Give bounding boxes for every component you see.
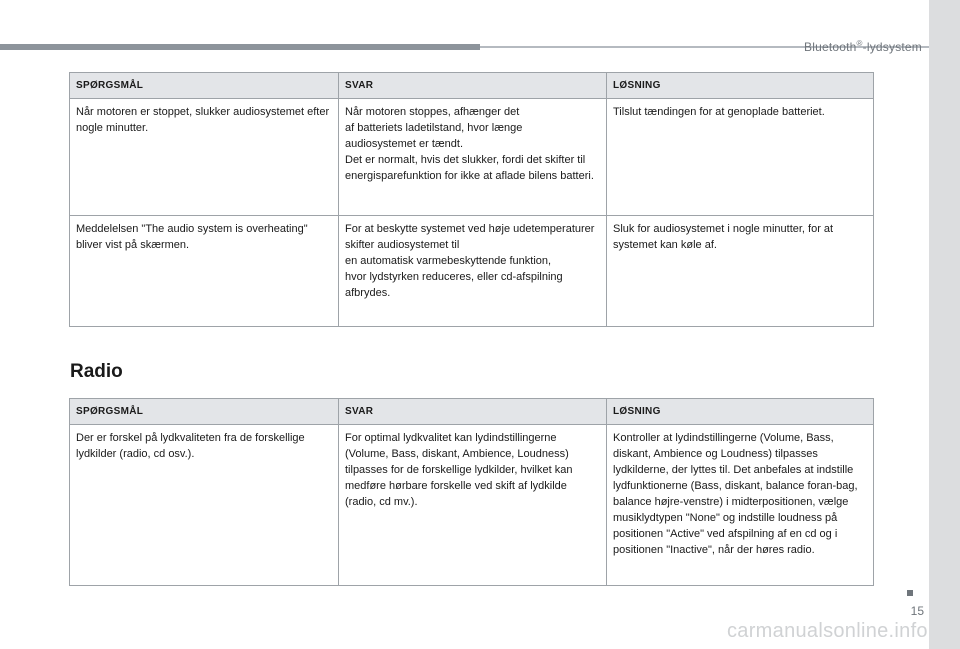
solution-cell: Sluk for audiosystemet i nogle minutter, for at systemet kan køle af. xyxy=(607,216,874,327)
table-row xyxy=(70,425,874,586)
column-header-solution: LØSNING xyxy=(607,399,874,425)
chapter-title-registered: ® xyxy=(856,39,863,48)
chapter-title-suffix: -lydsystem xyxy=(862,40,922,54)
solution-cell: Kontroller at lydindstillingerne (Volume, Bass, diskant, Ambience og Loudness) tilpasses lydkilderne, der lyttes til. Det anbefales at indstille lydfunktionerne (Bass, diskant, balance foran-bag, balance højre-venstre) i midterpositionen, vælge musiklydtypen "None" og indstille loudness på positionen "Active" ved afspilning af en cd og i positionen "Inactive", når der høres radio. xyxy=(607,425,874,586)
column-header-question: SPØRGSMÅL xyxy=(70,73,339,99)
question-cell: Der er forskel på lydkvaliteten fra de forskellige lydkilder (radio, cd osv.). xyxy=(70,425,339,586)
section-heading-radio: Radio xyxy=(70,361,123,382)
faq-table-general xyxy=(69,72,874,327)
header-rule-dark xyxy=(0,44,480,50)
table-header-row xyxy=(70,399,874,425)
table-row xyxy=(70,216,874,327)
column-header-answer: SVAR xyxy=(339,73,607,99)
page-number: 15 xyxy=(910,604,924,618)
page-marker-square xyxy=(907,590,913,596)
column-header-solution: LØSNING xyxy=(607,73,874,99)
answer-cell: Når motoren stoppes, afhænger det af batteriets ladetilstand, hvor længe audiosystemet er tændt. Det er normalt, hvis det slukker, fordi det skifter til energisparefunktion for ikke at aflade bilens batteri. xyxy=(339,99,607,216)
faq-table-radio xyxy=(69,398,874,586)
chapter-title xyxy=(752,39,922,54)
watermark-text: carmanualsonline.info xyxy=(727,620,928,642)
column-header-answer: SVAR xyxy=(339,399,607,425)
page-edge-strip xyxy=(929,0,960,649)
solution-cell: Tilslut tændingen for at genoplade batteriet. xyxy=(607,99,874,216)
answer-cell: For optimal lydkvalitet kan lydindstillingerne (Volume, Bass, diskant, Ambience, Loudness) tilpasses for de forskellige lydkilder, hvilket kan medføre hørbare forskelle ved skift af lydkilde (radio, cd mv.). xyxy=(339,425,607,586)
table-header-row xyxy=(70,73,874,99)
chapter-title-main: Bluetooth xyxy=(804,40,857,54)
question-cell: Når motoren er stoppet, slukker audiosystemet efter nogle minutter. xyxy=(70,99,339,216)
table-row xyxy=(70,99,874,216)
column-header-question: SPØRGSMÅL xyxy=(70,399,339,425)
question-cell: Meddelelsen "The audio system is overheating" bliver vist på skærmen. xyxy=(70,216,339,327)
answer-cell: For at beskytte systemet ved høje udetemperaturer skifter audiosystemet til en automatisk varmebeskyttende funktion, hvor lydstyrken reduceres, eller cd-afspilning afbrydes. xyxy=(339,216,607,327)
